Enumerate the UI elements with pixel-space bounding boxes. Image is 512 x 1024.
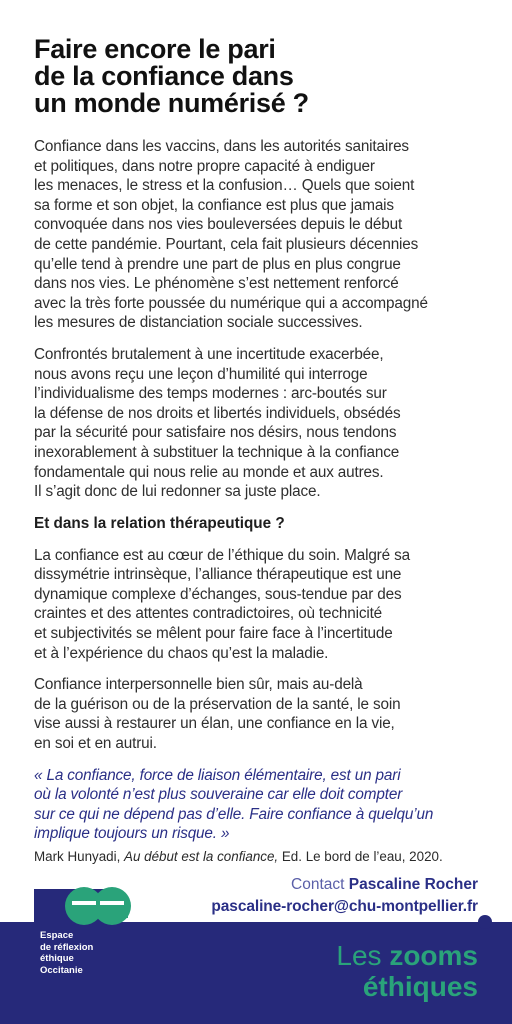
paragraph-2 xyxy=(34,345,484,502)
contact-block xyxy=(211,874,478,918)
text-line: les menaces, le stress et la confusion… Quels que soient xyxy=(34,177,415,195)
contact-email-link[interactable]: pascaline-rocher@chu-montpellier.fr xyxy=(211,898,478,915)
series-title-zooms: zooms xyxy=(389,940,478,971)
series-title-ethiques: éthiques xyxy=(362,971,478,1002)
text-line: dissymétrie intrinsèque, l’alliance thérapeutique est une xyxy=(34,566,402,584)
contact-name: Pascaline Rocher xyxy=(348,876,478,893)
source-publisher: Ed. Le bord de l’eau, 2020. xyxy=(278,849,443,864)
text-line: Il s’agit donc de lui redonner sa juste place. xyxy=(34,483,321,501)
text-line: la défense de nos droits et libertés individuels, obsédés xyxy=(34,404,401,422)
logo-text xyxy=(40,930,120,976)
text-line: par la sécurité pour satisfaire nos désirs, nous tendons xyxy=(34,424,397,442)
logo-text-line: Espace xyxy=(40,930,74,941)
title-line: Faire encore le pari xyxy=(34,34,276,64)
title-line: de la confiance dans xyxy=(34,61,294,91)
text-line: en soi et en autrui. xyxy=(34,735,157,753)
series-title-les: Les xyxy=(336,940,390,971)
text-line: La confiance est au cœur de l’éthique du soin. Malgré sa xyxy=(34,546,410,564)
quote-line: sur ce qui ne dépend pas d’elle. Faire confiance à quelqu’un xyxy=(34,805,434,823)
text-line: Confiance dans les vaccins, dans les autorités sanitaires xyxy=(34,138,409,155)
quote-line: « La confiance, force de liaison élémentaire, est un pari xyxy=(34,766,401,784)
paragraph-4 xyxy=(34,675,484,753)
logo-ee-mark xyxy=(58,880,138,928)
series-title-line xyxy=(336,940,478,971)
text-line: convoquée dans nos vies bouleversées depuis le début xyxy=(34,216,403,234)
text-line: dynamique complexe d’échanges, sous-tendue par des xyxy=(34,585,402,603)
text-line: les mesures de distanciation sociale successives. xyxy=(34,314,363,332)
text-line: et à l’expérience du chaos qu’est la maladie. xyxy=(34,644,329,662)
title-line: un monde numérisé ? xyxy=(34,88,309,118)
paragraph-1 xyxy=(34,137,484,333)
section-subheading: Et dans la relation thérapeutique ? xyxy=(34,514,285,532)
text-line: l’individualisme des temps modernes : arc-boutés sur xyxy=(34,385,387,403)
text-line: nous avons reçu une leçon d’humilité qui interroge xyxy=(34,365,368,383)
text-line: dans nos vies. Le phénomène s’est nettement renforcé xyxy=(34,275,399,293)
source-book-title: Au début est la confiance, xyxy=(124,849,279,864)
text-line: et politiques, dans notre propre capacité à endiguer xyxy=(34,157,375,175)
text-line: et subjectivités se mêlent pour faire face à l’incertitude xyxy=(34,625,393,643)
logo-text-line: Occitanie xyxy=(40,964,83,976)
article-body xyxy=(34,137,484,866)
contact-prefix: Contact xyxy=(291,876,349,893)
text-line: qu’elle tend à prendre une part de plus en plus congrue xyxy=(34,255,401,273)
quote-source xyxy=(34,848,484,866)
text-line: Confiance interpersonnelle bien sûr, mais au-delà xyxy=(34,676,363,694)
contact-line xyxy=(211,874,478,896)
logo-text-line: de réflexion xyxy=(40,941,94,953)
page-title xyxy=(34,36,474,117)
text-line: de cette pandémie. Pourtant, cela fait plusieurs décennies xyxy=(34,235,419,253)
quote xyxy=(34,766,484,844)
text-line: sa forme et son objet, la confiance est plus que jamais xyxy=(34,196,394,214)
text-line: avec la très forte poussée du numérique qui a accompagné xyxy=(34,294,428,312)
text-line: inexorablement à substituer la technique à la confiance xyxy=(34,443,400,461)
paragraph-3 xyxy=(34,546,484,664)
text-line: craintes et des attentes contradictoires, où technicité xyxy=(34,605,383,623)
decorative-dot xyxy=(478,915,492,929)
quote-line: implique toujours un risque. » xyxy=(34,825,230,843)
quote-line: où la volonté n’est plus souveraine car elle doit compter xyxy=(34,786,403,804)
logo-text-line: éthique xyxy=(40,953,74,964)
text-line: fondamentale qui nous relie au monde et aux autres. xyxy=(34,463,384,481)
series-title xyxy=(336,940,478,1002)
text-line: Confrontés brutalement à une incertitude exacerbée, xyxy=(34,345,384,363)
source-author: Mark Hunyadi, xyxy=(34,849,125,864)
text-line: vise aussi à restaurer un élan, une confiance en la vie, xyxy=(34,715,395,733)
text-line: de la guérison ou de la préservation de la santé, le soin xyxy=(34,695,401,713)
